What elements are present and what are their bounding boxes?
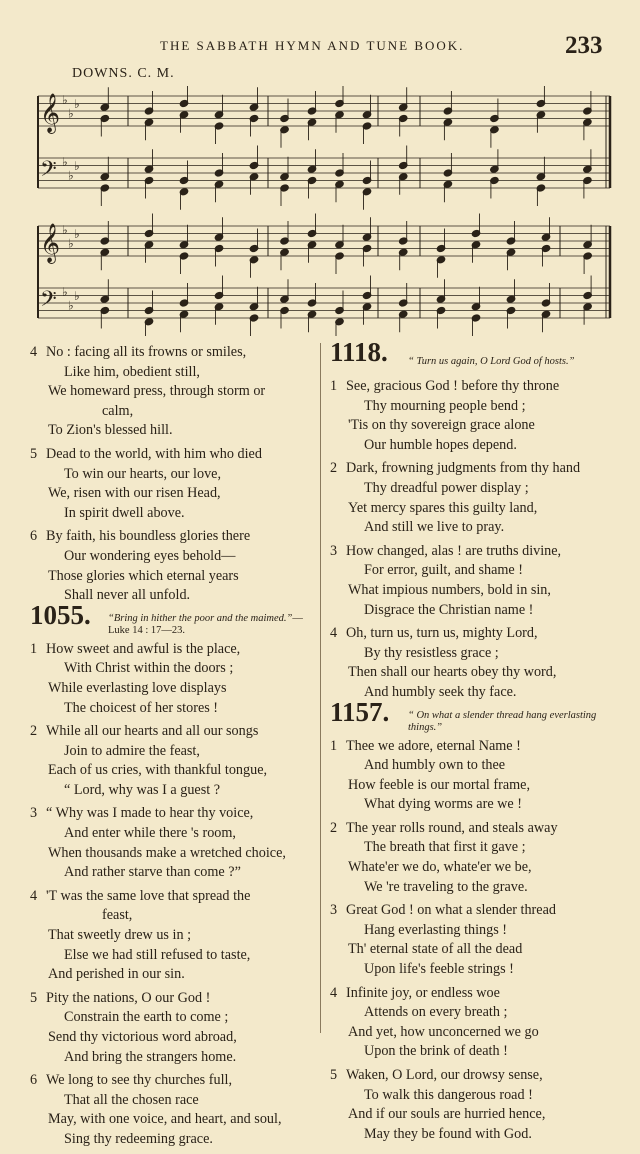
verse-text: Dead to the world, with him who died xyxy=(46,445,262,462)
verse-text: What dying worms are we ! xyxy=(364,796,522,813)
verse-text: 'T was the same love that spread the xyxy=(46,887,251,904)
verse-text: feast, xyxy=(102,907,133,924)
verse-text: And yet, how unconcerned we go xyxy=(348,1023,539,1040)
verse-text: Else we had still refused to taste, xyxy=(64,946,251,963)
verse-line xyxy=(330,601,620,621)
verse-text: “ Lord, why was I a guest ? xyxy=(64,781,221,798)
verse-text: The breath that first it gave ; xyxy=(364,839,526,856)
verse-line xyxy=(30,640,320,660)
hymn-heading xyxy=(330,696,620,735)
verse-text: Each of us cries, with thankful tongue, xyxy=(48,762,268,779)
verse-line xyxy=(30,1008,320,1028)
music-score xyxy=(0,86,640,336)
verse-number: 4 xyxy=(30,344,38,360)
verse-line xyxy=(330,1086,620,1106)
running-title: THE SABBATH HYMN AND TUNE BOOK. xyxy=(160,38,465,53)
left-column xyxy=(30,343,320,1154)
verse-text: Upon life's feeble strings ! xyxy=(364,961,514,978)
treble-clef: 𝄞 xyxy=(40,93,61,133)
verse-text: Hang everlasting things ! xyxy=(364,921,508,938)
verse xyxy=(30,989,320,1067)
verse-text: To win our hearts, our love, xyxy=(64,465,222,482)
verse-number: 3 xyxy=(30,805,38,822)
verse-text: Constrain the earth to come ; xyxy=(64,1009,229,1026)
verse-text: Then shall our hearts obey thy word, xyxy=(348,664,557,681)
hymn-verses xyxy=(30,640,320,1150)
verse-line xyxy=(30,659,320,679)
verse xyxy=(330,819,620,897)
flat-sign: ♭ xyxy=(68,298,74,313)
verse-text: How changed, alas ! are truths divine, xyxy=(346,542,562,559)
verse-line xyxy=(330,1066,620,1086)
verse-text: Th' eternal state of all the dead xyxy=(348,941,523,958)
verse-line xyxy=(30,465,320,485)
verse-text: What impious numbers, bold in sin, xyxy=(348,581,551,598)
verse-line xyxy=(30,421,320,441)
flat-sign: ♭ xyxy=(68,236,74,251)
verse xyxy=(30,722,320,800)
verse-line xyxy=(330,960,620,980)
verse-line xyxy=(30,804,320,824)
verse-text: 'Tis on thy sovereign grace alone xyxy=(348,417,535,434)
verse-text: Great God ! on what a slender thread xyxy=(346,902,556,919)
verse-line xyxy=(330,858,620,878)
page-header xyxy=(0,32,640,60)
verse-line xyxy=(30,699,320,719)
verse-text: Sing thy redeeming grace. xyxy=(64,1130,213,1147)
verse xyxy=(30,445,320,523)
verse-text: To walk this dangerous road ! xyxy=(364,1086,533,1103)
verse-line xyxy=(30,504,320,524)
flat-sign: ♭ xyxy=(74,227,80,241)
hymn-number: 1157. xyxy=(330,696,390,727)
verse-text: And perished in our sin. xyxy=(48,966,185,983)
verse-line xyxy=(30,1071,320,1091)
verse-number: 3 xyxy=(330,902,338,919)
verse-text: Send thy victorious word abroad, xyxy=(48,1029,237,1045)
verse-text: May, with one voice, and heart, and soul, xyxy=(48,1111,282,1128)
verse-line xyxy=(330,644,620,664)
hymn-epigraph: “ On what a slender thread hang everlasting things.” xyxy=(408,709,597,733)
epigraph-text: “Bring in hither the poor and the maimed.” xyxy=(108,612,293,624)
treble-clef: 𝄞 xyxy=(40,223,61,263)
verse-number: 1 xyxy=(330,378,338,394)
verse-text: That sweetly drew us in ; xyxy=(48,927,192,944)
verse-line xyxy=(30,887,320,907)
tune-name: DOWNS. C. M. xyxy=(72,66,175,81)
bass-clef: 𝄢 xyxy=(40,157,57,187)
verse xyxy=(330,901,620,979)
verse xyxy=(330,984,620,1062)
verse xyxy=(330,624,620,702)
verse-line xyxy=(330,1042,620,1062)
flat-sign: ♭ xyxy=(62,155,68,169)
verse-number: 1 xyxy=(330,737,338,754)
verse-line xyxy=(330,819,620,839)
verse-line xyxy=(330,984,620,1004)
verse-line xyxy=(30,402,320,422)
verse-line xyxy=(330,1003,620,1023)
verse-line xyxy=(30,824,320,844)
verse-line xyxy=(330,1125,620,1145)
hymn-epigraph: “ Turn us again, O Lord God of hosts.” xyxy=(408,356,575,367)
verse-text: Oh, turn us, turn us, mighty Lord, xyxy=(346,625,538,642)
verse-line xyxy=(30,1091,320,1111)
verse-line xyxy=(330,377,620,397)
verse-line xyxy=(30,965,320,985)
verse xyxy=(30,640,320,718)
verse-line xyxy=(330,479,620,499)
verse-text: And humbly seek thy face. xyxy=(364,683,517,700)
flat-sign: ♭ xyxy=(62,285,68,299)
verse-text: With Christ within the doors ; xyxy=(64,660,234,677)
verse-number: 6 xyxy=(30,528,38,545)
verse-text: Pity the nations, O our God ! xyxy=(46,989,211,1006)
verse-text: No : facing all its frowns or smiles, xyxy=(46,344,247,360)
flat-sign: ♭ xyxy=(62,223,68,237)
verse-line xyxy=(330,397,620,417)
verse-line xyxy=(330,561,620,581)
verse-text: By faith, his boundless glories there xyxy=(46,528,251,545)
bass-clef: 𝄢 xyxy=(40,287,57,317)
verse-text: Disgrace the Christian name ! xyxy=(364,601,534,618)
verse-text: To Zion's blessed hill. xyxy=(48,422,173,439)
verse-line xyxy=(330,518,620,538)
verse-line xyxy=(30,946,320,966)
hymn-epigraph xyxy=(108,613,320,637)
verse-text: How feeble is our mortal frame, xyxy=(348,776,531,793)
hymn-number: 1055. xyxy=(30,599,91,630)
verse-line xyxy=(30,343,320,363)
verse-text: And bring the strangers home. xyxy=(64,1048,237,1065)
scripture-reference: —Luke 14 : 17—23. xyxy=(108,612,303,636)
verse-text: We 're traveling to the grave. xyxy=(364,878,528,895)
verse-text: Attends on every breath ; xyxy=(364,1004,508,1021)
verse-line xyxy=(30,926,320,946)
flat-sign: ♭ xyxy=(74,289,80,303)
verse-text: We, risen with our risen Head, xyxy=(48,485,221,502)
verse-line xyxy=(30,445,320,465)
verse-text: Shall never all unfold. xyxy=(64,587,191,604)
verse-line xyxy=(330,499,620,519)
verse-text: And enter while there 's room, xyxy=(64,825,236,842)
verse-line xyxy=(30,547,320,567)
hymn-continuation xyxy=(30,343,320,606)
verse-number: 2 xyxy=(330,460,338,477)
verse-line xyxy=(30,844,320,864)
verse-line xyxy=(30,781,320,801)
verse-line xyxy=(30,363,320,383)
verse-line xyxy=(330,737,620,757)
verse xyxy=(330,1066,620,1144)
verse-line xyxy=(330,624,620,644)
verse-text: Our wondering eyes behold— xyxy=(64,547,236,564)
verse-line xyxy=(30,527,320,547)
hymn-heading xyxy=(330,337,620,375)
verse-line xyxy=(330,878,620,898)
verse-text: While everlasting love displays xyxy=(48,679,227,696)
verse-line xyxy=(330,795,620,815)
verse-text: calm, xyxy=(102,402,134,419)
verse-line xyxy=(330,542,620,562)
verse-line xyxy=(30,863,320,883)
flat-sign: ♭ xyxy=(68,168,74,183)
verse-line xyxy=(30,1048,320,1068)
verse xyxy=(30,887,320,985)
verse-text: Our humble hopes depend. xyxy=(364,436,517,453)
verse xyxy=(30,343,320,441)
verse-text: Thy dreadful power display ; xyxy=(364,479,529,496)
verse-line xyxy=(330,776,620,796)
verse-line xyxy=(330,459,620,479)
verse-text: And still we live to pray. xyxy=(364,519,505,536)
verse-line xyxy=(330,921,620,941)
hymn-heading xyxy=(30,599,320,638)
verse-text: While all our hearts and all our songs xyxy=(46,723,259,740)
verse-text: And rather starve than come ?” xyxy=(64,864,241,881)
verse-line xyxy=(330,1105,620,1125)
verse-text: For error, guilt, and shame ! xyxy=(364,562,523,579)
verse-text: May they be found with God. xyxy=(364,1125,532,1142)
verse-number: 2 xyxy=(30,723,38,740)
verse-text: The year rolls round, and steals away xyxy=(346,819,558,836)
verse-line xyxy=(330,838,620,858)
verse-number: 4 xyxy=(330,984,338,1001)
verse-line xyxy=(330,1023,620,1043)
verse-line xyxy=(330,940,620,960)
verse-line xyxy=(30,722,320,742)
verse-text: In spirit dwell above. xyxy=(64,504,185,521)
verse-text: That all the chosen race xyxy=(64,1091,199,1108)
verse xyxy=(330,542,620,620)
verse-text: Join to admire the feast, xyxy=(64,742,200,759)
verse-line xyxy=(30,742,320,762)
verse-text: We long to see thy churches full, xyxy=(46,1072,233,1089)
verse-line xyxy=(30,567,320,587)
verse-line xyxy=(30,906,320,926)
verse-text: And if our souls are hurried hence, xyxy=(348,1106,546,1123)
hymn-verses xyxy=(330,737,620,1145)
flat-sign: ♭ xyxy=(74,97,80,111)
verse-text: Thee we adore, eternal Name ! xyxy=(346,737,521,754)
flat-sign: ♭ xyxy=(62,93,68,107)
verse-text: The choicest of her stores ! xyxy=(64,699,219,716)
verse-text: Like him, obedient still, xyxy=(64,363,200,380)
verse xyxy=(30,527,320,605)
verse-line xyxy=(30,1110,320,1130)
verse-number: 5 xyxy=(330,1067,338,1083)
verse xyxy=(30,804,320,882)
verse xyxy=(30,1071,320,1149)
verse-number: 4 xyxy=(330,625,338,642)
verse-text: When thousands make a wretched choice, xyxy=(48,844,286,861)
page-number: 233 xyxy=(565,32,603,59)
verse-text: How sweet and awful is the place, xyxy=(46,640,241,657)
verse-text: By thy resistless grace ; xyxy=(364,644,499,661)
verse xyxy=(330,377,620,455)
verse-line xyxy=(330,581,620,601)
verse-number: 1 xyxy=(30,640,38,657)
verse-line xyxy=(330,663,620,683)
hymn-number: 1118. xyxy=(330,337,388,367)
verse-line xyxy=(30,989,320,1009)
verse-number: 6 xyxy=(30,1072,38,1089)
verse-line xyxy=(330,416,620,436)
verse-line xyxy=(30,1130,320,1150)
verse-line xyxy=(30,484,320,504)
verse-number: 2 xyxy=(330,819,338,836)
flat-sign: ♭ xyxy=(74,159,80,173)
verse-text: Whate'er we do, whate'er we be, xyxy=(348,859,532,876)
verse-text: Upon the brink of death ! xyxy=(364,1043,508,1060)
verse-line xyxy=(30,679,320,699)
verse-text: Yet mercy spares this guilty land, xyxy=(348,499,538,516)
verse-line xyxy=(30,382,320,402)
verse-line xyxy=(30,1028,320,1048)
verse xyxy=(330,737,620,815)
column-divider xyxy=(320,343,321,1033)
verse-line xyxy=(330,901,620,921)
right-column xyxy=(330,337,620,1148)
verse-text: Dark, frowning judgments from thy hand xyxy=(346,460,581,477)
verse-number: 4 xyxy=(30,887,38,904)
flat-sign: ♭ xyxy=(68,106,74,121)
verse-line xyxy=(30,761,320,781)
verse-text: See, gracious God ! before thy throne xyxy=(346,378,560,394)
verse-text: “ Why was I made to hear thy voice, xyxy=(46,805,254,822)
verse-number: 3 xyxy=(330,542,338,559)
verse-number: 5 xyxy=(30,989,38,1006)
verse-text: And humbly own to thee xyxy=(364,757,506,774)
hymn-verses xyxy=(330,377,620,703)
verse-line xyxy=(330,756,620,776)
verse-text: Those glories which eternal years xyxy=(48,567,239,584)
verse-text: Waken, O Lord, our drowsy sense, xyxy=(346,1067,543,1083)
verse-text: Thy mourning people bend ; xyxy=(364,397,526,414)
verse-number: 5 xyxy=(30,445,38,462)
verse-text: Infinite joy, or endless woe xyxy=(346,984,500,1001)
verse-line xyxy=(330,436,620,456)
verse-text: We homeward press, through storm or xyxy=(48,383,266,400)
verse xyxy=(330,459,620,537)
